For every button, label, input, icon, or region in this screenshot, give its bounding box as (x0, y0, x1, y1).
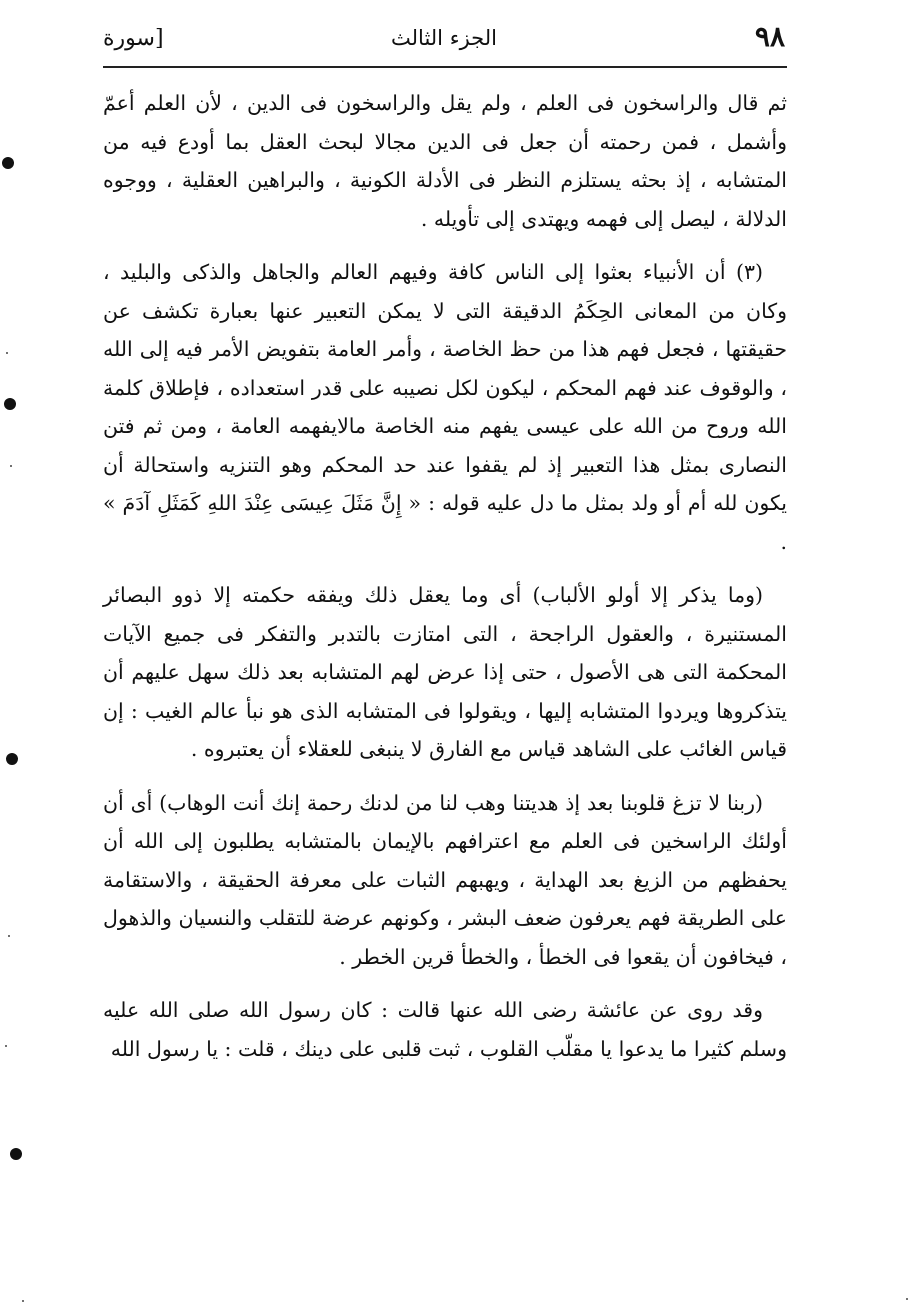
scan-speck (22, 1300, 24, 1302)
paragraph: (وما يذكر إلا أولو الألباب) أى وما يعقل ذلك ويفقه حكمته إلا ذوو البصائر المستنيرة ، والعقول الراجحة ، التى امتازت بالتدبر والتفكر فى جميع الآيات المحكمة التى هى الأصول ، حتى إذا عرض لهم المتشابه بعد ذلك سهل عليهم أن يتذكروها ويردوا المتشابه إليها ، ويقولوا فى المتشابه الذى هو نبأ عالم الغيب : إن قياس الغائب على الشاهد قياس مع الفارق لا ينبغى للعقلاء أن يعتبروه . (103, 583, 787, 761)
binding-hole-mark (2, 157, 14, 169)
paragraph: (ربنا لا تزغ قلوبنا بعد إذ هديتنا وهب لنا من لدنك رحمة إنك أنت الوهاب) أى أن أولئك الراسخين فى العلم مع اعترافهم بالإيمان بالمتشابه يطلبون إلى الله أن يحفظهم من الزيغ بعد الهداية ، ويهبهم الثبات على معرفة الحقيقة ، والاستقامة على الطريقة فهم يعرفون ضعف البشر ، وكونهم عرضة للتقلب والنسيان والذهول ، فيخافون أن يقعوا فى الخطأ ، والخطأ قرين الخطر . (103, 790, 787, 969)
scan-speck (8, 935, 10, 937)
surah-label: [سورة (103, 26, 164, 51)
scan-speck (10, 465, 12, 467)
scan-speck (6, 352, 8, 354)
paragraph: وقد روى عن عائشة رضى الله عنها قالت : كان رسول الله صلى الله عليه وسلم كثيرا ما يدعوا يا مقلّب القلوب ، ثبت قلبى على دينك ، قلت : يا رسول الله (103, 998, 787, 1061)
paragraph: ثم قال والراسخون فى العلم ، ولم يقل والراسخون فى الدين ، لأن العلم أعمّ وأشمل ، فمن رحمته أن جعل فى الدين مجالا لبحث العقل بما أودع فيه من المتشابه ، إذ بحثه يستلزم النظر فى الأدلة الكونية ، والبراهين العقلية ، ووجوه الدلالة ، ليصل إلى فهمه ويهتدى إلى تأويله . (103, 91, 787, 231)
scan-speck (906, 1298, 908, 1300)
page-body (103, 84, 787, 1083)
binding-hole-mark (10, 1148, 22, 1160)
page-header (103, 18, 785, 66)
running-head: الجزء الثالث (391, 26, 497, 50)
binding-hole-mark (4, 398, 16, 410)
scan-speck (5, 1045, 7, 1047)
binding-hole-mark (6, 753, 18, 765)
header-rule (103, 66, 787, 68)
paragraph: (٣) أن الأنبياء بعثوا إلى الناس كافة وفيهم العالم والجاهل والذكى والبليد ، وكان من المعانى الحِكَمُ الدقيقة التى لا يمكن التعبير عنها بعبارة تكشف عن حقيقتها ، فجعل فهم هذا من حظ الخاصة ، وأمر العامة بتفويض الأمر فيه إلى الله ، والوقوف عند فهم المحكم ، ليكون لكل نصيبه على قدر استعداده ، فإطلاق كلمة الله وروح من الله على عيسى يفهم منه الخاصة مالايفهمه العامة ، ومن ثم فتن النصارى بمثل هذا التعبير إذ لم يقفوا عند حد المحكم وهو التنزيه واستحالة أن يكون لله أم أو ولد بمثل ما دل عليه قوله : « إِنَّ مَثَلَ عِيسَى عِنْدَ اللهِ كَمَثَلِ آدَمَ » . (103, 260, 787, 554)
page-number: ٩٨ (754, 20, 785, 53)
